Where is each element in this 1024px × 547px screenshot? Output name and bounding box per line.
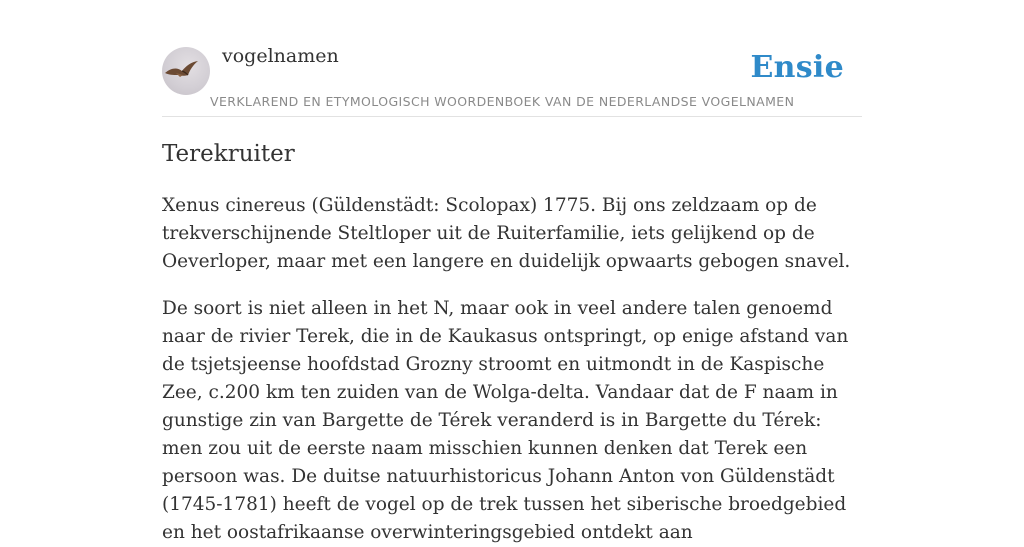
- ensie-logo-link[interactable]: Ensie: [750, 50, 844, 85]
- bird-avatar-icon[interactable]: [162, 47, 210, 95]
- bird-icon: [162, 47, 210, 95]
- entry-paragraph: Xenus cinereus (Güldenstädt: Scolopax) 1775. Bij ons zeldzaam op de trekverschijnende Steltloper uit de Ruiterfamilie, iets gelijkend op de Oeverloper, maar met een langere en duidelijk opwaarts gebogen snavel.: [162, 195, 851, 272]
- entry-content: [162, 137, 862, 547]
- entry-paragraph: De soort is niet alleen in het N, maar ook in veel andere talen genoemd naar de rivier Terek, die in de Kaukasus ontspringt, op enige afstand van de tsjetsjeense hoofdstad Grozny stroomt en uitmondt in de Kaspische Zee, c.200 km ten zuiden van de Wolga-delta. Vandaar dat de F naam in gunstige zin van Bargette de Térek veranderd is in Bargette du Térek: men zou uit de eerste naam misschien kunnen denken dat Terek een persoon was. De duitse natuurhistoricus Johann Anton von Güldenstädt (1745-1781) heeft de vogel op de trek tussen het siberische broedgebied en het oostafrikaanse overwinteringsgebied ontdekt aan: [162, 298, 849, 543]
- entry-title: Terekruiter: [162, 141, 295, 167]
- dictionary-name-link[interactable]: vogelnamen: [222, 45, 339, 67]
- dictionary-subtitle: VERKLAREND EN ETYMOLOGISCH WOORDENBOEK VAN DE NEDERLANDSE VOGELNAMEN: [210, 94, 795, 109]
- dictionary-header: [162, 0, 862, 117]
